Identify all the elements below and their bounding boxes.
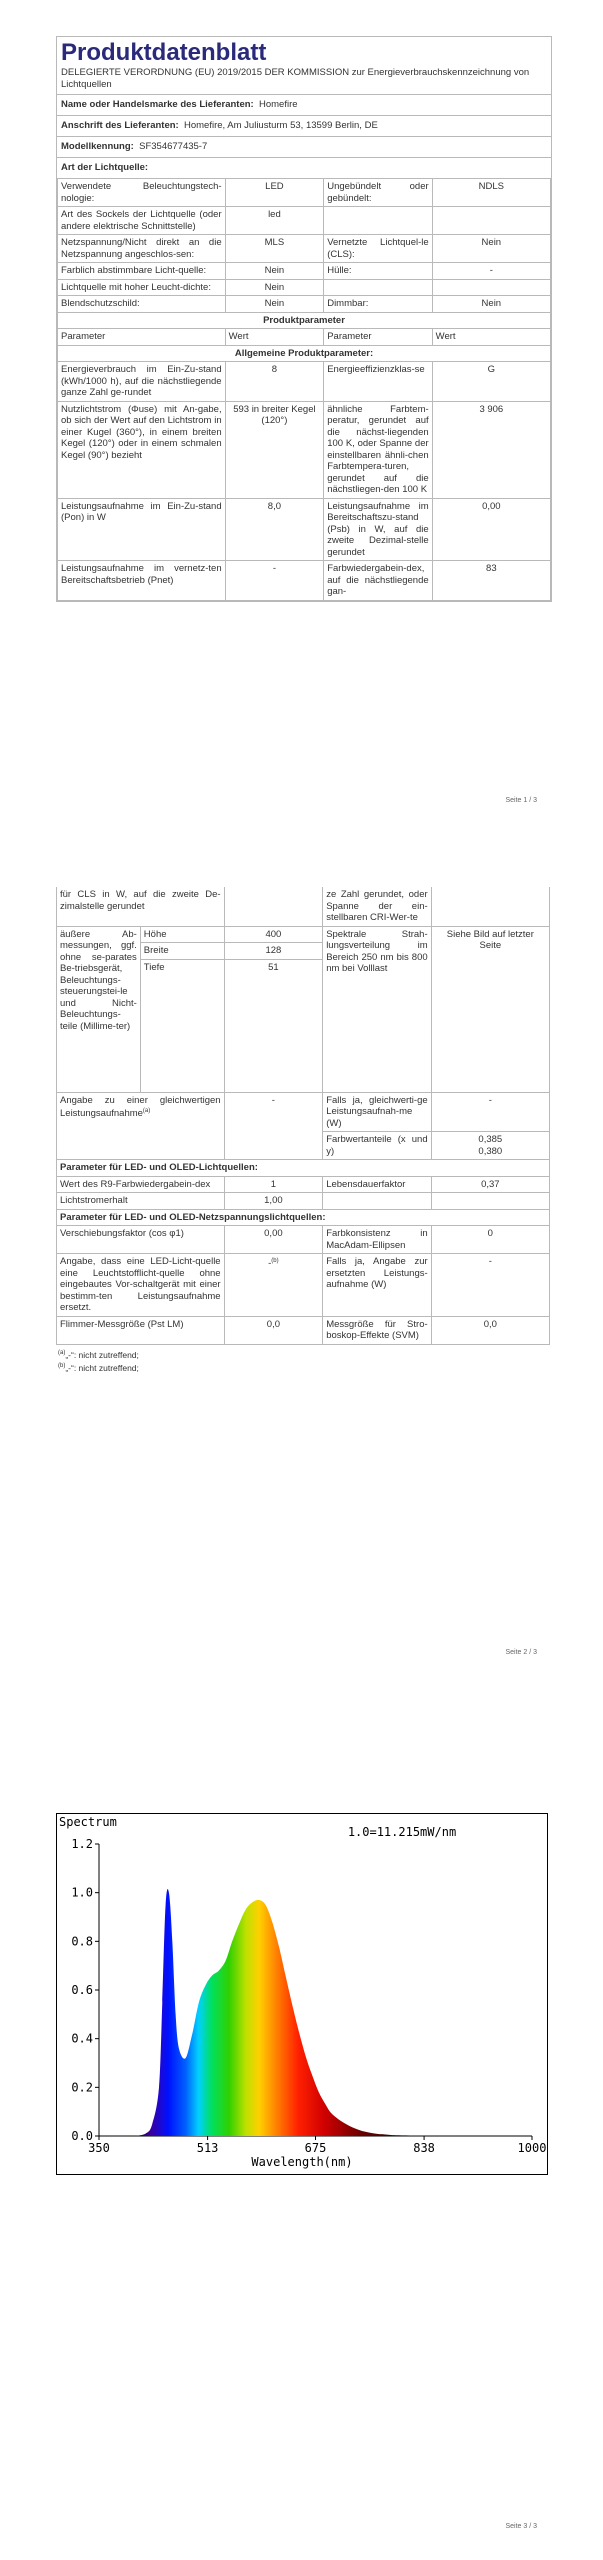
light-type-label: Art der Lichtquelle:: [61, 162, 149, 173]
model-value: SF354677435-7: [139, 141, 208, 152]
column-header: Wert: [225, 329, 324, 346]
param-label: für CLS in W, auf die zweite De-zimalstelle gerundet: [57, 887, 225, 926]
param-label: ze Zahl gerundet, oder Spanne der ein-stellbaren CRI-Wer-te: [323, 887, 431, 926]
dimension-value: 51: [224, 959, 323, 1092]
param-label: Art des Sockels der Lichtquelle (oder andere elektrische Schnittstelle): [58, 207, 226, 235]
param-value: 1: [224, 1176, 323, 1193]
param-value: Nein: [432, 296, 550, 313]
page-title: Produktdatenblatt: [61, 39, 267, 66]
page-number: Seite 1 / 3: [505, 797, 537, 804]
supplier-name-label: Name oder Handelsmarke des Lieferanten:: [61, 99, 254, 110]
param-value: 0,37: [431, 1176, 549, 1193]
regulation-text: DELEGIERTE VERORDNUNG (EU) 2019/2015 DER KOMMISSION zur Energieverbrauchskennzeichnung von Lichtquellen: [57, 67, 551, 95]
param-value: Nein: [225, 263, 324, 280]
spectrum-chart: [56, 1813, 548, 2175]
param-label: Energieeffizienzklas-se: [324, 362, 432, 402]
param-label: Spektrale Strah-lungsverteilung im Bereich 250 nm bis 800 nm bei Volllast: [323, 926, 431, 1092]
param-value: LED: [225, 179, 324, 207]
param-value: Nein: [225, 296, 324, 313]
chart-title: Spectrum: [59, 1815, 117, 1829]
param-label: Farbkonsistenz in MacAdam-Ellipsen: [323, 1226, 431, 1254]
datasheet-page-2: [56, 887, 550, 1374]
y-tick-label: 0.6: [71, 1983, 93, 1997]
param-label: Farblich abstimmbare Licht-quelle:: [58, 263, 226, 280]
supplier-address-row: [57, 116, 551, 137]
y-tick-label: 1.2: [71, 1837, 93, 1851]
footnote-text: „-“: nicht zutreffend;: [65, 1349, 139, 1360]
table-row: [57, 1316, 550, 1344]
x-axis-label: Wavelength(nm): [251, 2155, 353, 2169]
param-label: ähnliche Farbtem-peratur, gerundet auf die nächst-liegenden 100 K, oder Spanne der einstellbaren ähnli-chen Farbtempera-turen, gerundet auf die nächstliegen-den 100 K: [324, 401, 432, 498]
param-label: Vernetzte Lichtquel-le (CLS):: [324, 235, 432, 263]
param-label: Lebensdauerfaktor: [323, 1176, 431, 1193]
supplier-address-label: Anschrift des Lieferanten:: [61, 120, 179, 131]
general-params-heading-row: [58, 345, 551, 362]
product-params-heading-row: [58, 312, 551, 329]
footnote-text: „-“: nicht zutreffend;: [65, 1363, 139, 1374]
empty-cell: [324, 279, 432, 296]
chromaticity-x: 0,385: [478, 1134, 503, 1145]
column-header: Wert: [432, 329, 550, 346]
param-value: [431, 1132, 549, 1160]
equivalent-power-label: Angabe zu einer gleichwertigen Leistungsaufnahme: [60, 1094, 221, 1120]
spectrum-svg: [57, 1814, 547, 2174]
dimensions-label: äußere Ab-messungen, ggf. ohne se-parates Be-triebsgerät, Beleuchtungs-steuerungstei-le und Nicht-Beleuchtungs-teile (Millime-ter): [57, 926, 141, 1092]
table-row: [58, 498, 551, 561]
param-value: 0,0: [224, 1316, 323, 1344]
param-label: Flimmer-Messgröße (Pst LM): [57, 1316, 225, 1344]
table-row: [57, 1226, 550, 1254]
y-tick-label: 1.0: [71, 1885, 93, 1900]
table-row: [57, 1254, 550, 1317]
section-heading-row: [57, 1209, 550, 1226]
param-value: 593 in breiter Kegel (120°): [225, 401, 324, 498]
param-label: Leistungsaufnahme im vernetz-ten Bereitschaftsbetrieb (Pnet): [58, 561, 226, 601]
product-params-heading: Produktparameter: [58, 312, 551, 329]
param-label: Ungebündelt oder gebündelt:: [324, 179, 432, 207]
mains-params-heading: Parameter für LED- und OLED-Netzspannungslichtquellen:: [57, 1209, 550, 1226]
empty-cell: [224, 887, 323, 926]
empty-cell: [323, 1193, 431, 1210]
param-label: Farbwiedergabein-dex, auf die nächstliegende gan-: [324, 561, 432, 601]
footnote-mark: (b): [271, 1258, 279, 1264]
table-row: [57, 1176, 550, 1193]
empty-cell: [431, 887, 549, 926]
y-tick-label: 0.0: [71, 2129, 93, 2143]
param-value: MLS: [225, 235, 324, 263]
param-value: NDLS: [432, 179, 550, 207]
column-header: Parameter: [324, 329, 432, 346]
claim-value: -: [268, 1258, 272, 1270]
param-label: Nutzlichtstrom (Φuse) mit An-gabe, ob sich der Wert auf den Lichtstrom in einer Kugel (360°), in einem breiten Kegel (120°) oder in einem schmalen Kegel (90°) bezieht: [58, 401, 226, 498]
table-row: [57, 887, 550, 926]
general-params-heading: Allgemeine Produktparameter:: [58, 345, 551, 362]
supplier-address-value: Homefire, Am Juliusturm 53, 13599 Berlin, DE: [184, 120, 378, 131]
param-value: 0,0: [431, 1316, 549, 1344]
param-value: -: [431, 1092, 549, 1132]
x-tick-label: 513: [196, 2141, 219, 2155]
table-row: [57, 926, 550, 943]
param-label: [57, 1092, 225, 1160]
chromaticity-y: 0,380: [478, 1145, 503, 1157]
supplier-name-row: [57, 95, 551, 116]
param-label: Wert des R9-Farbwiedergabein-dex: [57, 1176, 225, 1193]
table-row: [58, 296, 551, 313]
empty-cell: [432, 207, 550, 235]
empty-cell: [324, 207, 432, 235]
param-value: 8,0: [225, 498, 324, 561]
footnote-a: [56, 1347, 550, 1361]
datasheet-page-1: [56, 36, 552, 602]
light-type-table: [57, 178, 551, 601]
param-value: -: [225, 561, 324, 601]
model-label: Modellkennung:: [61, 141, 134, 152]
param-label: Verschiebungsfaktor (cos φ1): [57, 1226, 225, 1254]
dimension-value: 128: [224, 943, 323, 960]
table-row: [58, 362, 551, 402]
footnote-mark: (a): [142, 1108, 151, 1114]
param-label: Energieverbrauch im Ein-Zu-stand (kWh/1000 h), auf die nächstliegende ganze Zahl ge-rundet: [58, 362, 226, 402]
param-value: -: [432, 263, 550, 280]
parameters-table-continued: [56, 887, 550, 1345]
param-label: Leistungsaufnahme im Bereitschaftszu-stand (Psb) in W, auf die zweite Dezimal-stelle gerundet: [324, 498, 432, 561]
param-value: 0,00: [432, 498, 550, 561]
x-tick-label: 350: [88, 2141, 110, 2155]
dimension-name: Tiefe: [140, 959, 224, 1092]
param-value: 0: [431, 1226, 549, 1254]
dimension-name: Breite: [140, 943, 224, 960]
param-value: -: [431, 1254, 549, 1317]
param-label: Lichtstromerhalt: [57, 1193, 225, 1210]
param-value: 8: [225, 362, 324, 402]
param-label: Blendschutzschild:: [58, 296, 226, 313]
section-heading-row: [57, 1160, 550, 1177]
led-params-heading: Parameter für LED- und OLED-Lichtquellen:: [57, 1160, 550, 1177]
param-label: Angabe, dass eine LED-Licht-quelle eine Leuchtstofflicht-quelle ohne eingebautes Vor-schaltgerät mit einer bestimm-ten Leistungsaufnahme ersetzt.: [57, 1254, 225, 1317]
spectrum-area: [99, 1889, 532, 2136]
table-row: [58, 279, 551, 296]
table-row: [58, 561, 551, 601]
dimension-value: 400: [224, 926, 323, 943]
y-tick-label: 0.2: [71, 2080, 93, 2095]
param-label: Leistungsaufnahme im Ein-Zu-stand (Pon) in W: [58, 498, 226, 561]
supplier-name-value: Homefire: [259, 99, 298, 110]
table-row: [58, 179, 551, 207]
param-label: Messgröße für Stro-boskop-Effekte (SVM): [323, 1316, 431, 1344]
column-header-row: [58, 329, 551, 346]
column-header: Parameter: [58, 329, 226, 346]
param-label: Farbwertanteile (x und y): [323, 1132, 431, 1160]
param-value: 3 906: [432, 401, 550, 498]
light-type-heading-row: [57, 158, 551, 178]
table-row: [58, 235, 551, 263]
x-tick-label: 675: [304, 2141, 327, 2155]
dimension-name: Höhe: [140, 926, 224, 943]
param-value: [224, 1254, 323, 1317]
table-row: [58, 207, 551, 235]
x-tick-label: 1000: [517, 2141, 547, 2155]
param-label: Verwendete Beleuchtungstech-nologie:: [58, 179, 226, 207]
param-label: Hülle:: [324, 263, 432, 280]
param-label: Falls ja, gleichwerti-ge Leistungsaufnah-me (W): [323, 1092, 431, 1132]
param-label: Falls ja, Angabe zur ersetzten Leistungs-aufnahme (W): [323, 1254, 431, 1317]
param-value: -: [224, 1092, 323, 1160]
model-row: [57, 137, 551, 158]
param-value: led: [225, 207, 324, 235]
param-value: Nein: [225, 279, 324, 296]
footnote-mark: (a): [58, 1349, 66, 1356]
param-value: 83: [432, 561, 550, 601]
chart-annotation: 1.0=11.215mW/nm: [347, 1825, 457, 1839]
table-row: [58, 401, 551, 498]
footnote-mark: (b): [58, 1363, 66, 1370]
param-value: 1,00: [224, 1193, 323, 1210]
table-row: [57, 1193, 550, 1210]
param-label: Netzspannung/Nicht direkt an die Netzspannung angeschlos-sen:: [58, 235, 226, 263]
x-tick-label: 838: [413, 2141, 435, 2155]
param-value: Nein: [432, 235, 550, 263]
table-row: [57, 1092, 550, 1132]
y-tick-label: 0.4: [71, 2031, 93, 2046]
y-tick-label: 0.8: [71, 1934, 93, 1949]
page-number: Seite 3 / 3: [505, 2523, 537, 2530]
param-value: G: [432, 362, 550, 402]
empty-cell: [431, 1193, 549, 1210]
table-row: [58, 263, 551, 280]
param-label: Lichtquelle mit hoher Leucht-dichte:: [58, 279, 226, 296]
footnote-b: [56, 1360, 550, 1374]
page-number: Seite 2 / 3: [505, 1649, 537, 1656]
param-label: Dimmbar:: [324, 296, 432, 313]
empty-cell: [432, 279, 550, 296]
param-value: 0,00: [224, 1226, 323, 1254]
param-value: Siehe Bild auf letzter Seite: [431, 926, 549, 1092]
